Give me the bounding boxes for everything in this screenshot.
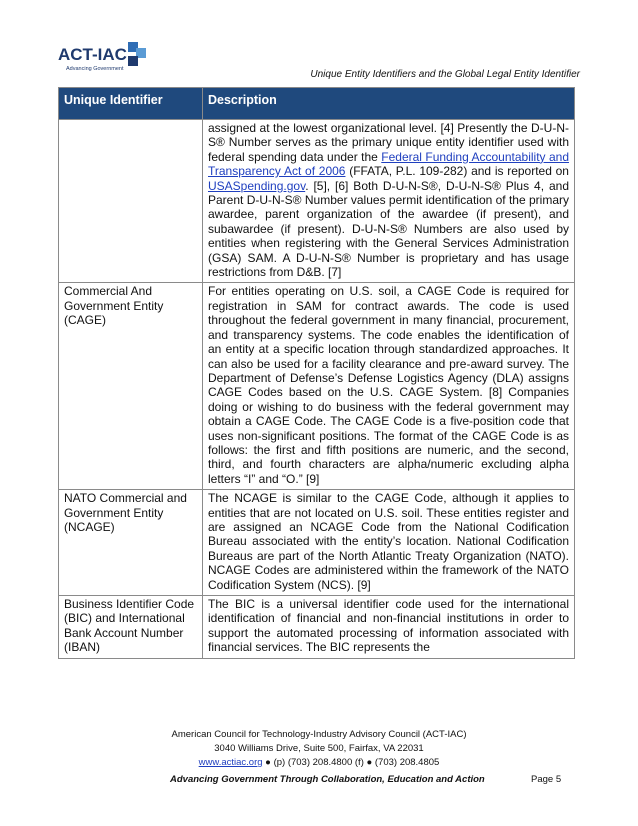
footer-org: American Council for Technology-Industry Advisory Council (ACT-IAC) [171, 729, 467, 740]
description-cell: The BIC is a universal identifier code used for the international identification of financial and non-financial institutions in order to support the automated processing of information associated with financial services. The BIC represents the [203, 596, 575, 659]
footer-address: 3040 Williams Drive, Suite 500, Fairfax, VA 22031 [214, 743, 424, 754]
desc-text: assigned at the lowest organizational level. [4] Presently the D-U-N-S® Number serves as the primary unique entity identifier used with federal spending data under the [208, 121, 569, 164]
logo-tagline: Advancing Government [66, 66, 124, 72]
description-cell [203, 120, 575, 283]
act-iac-logo [58, 38, 154, 78]
table-row-bic [59, 596, 575, 659]
footer-tagline: Advancing Government Through Collaboration, Education and Action [170, 774, 485, 785]
description-cell: For entities operating on U.S. soil, a CAGE Code is required for registration in SAM for contract awards. The code is used throughout the federal government in many financial, procurement, and transparency systems. The code enables the identification of an entity at a specific location through standardized approaches. It can also be used for a facility clearance and pre-award survey. The Department of Defense’s Defense Logistics Agency (DLA) assigns CAGE Codes based on the U.S. CAGE System. [8] Companies doing or wishing to do business with the federal government may obtain a CAGE Code. The CAGE Code is a five-position code that uses non-significant positions. The format of the CAGE Code is as follows: the first and fifth positions are numeric, and the second, third, and fourth characters are alpha/numeric excluding alpha letters “I” and “O.” [9] [203, 283, 575, 490]
identifier-cell: Business Identifier Code (BIC) and International Bank Account Number (IBAN) [59, 596, 203, 659]
table-header-row [59, 88, 575, 120]
table-row-duns [59, 120, 575, 283]
identifier-cell: NATO Commercial and Government Entity (NCAGE) [59, 490, 203, 596]
page-header-title: Unique Entity Identifiers and the Global Legal Entity Identifier [310, 69, 580, 80]
header-unique-identifier: Unique Identifier [59, 88, 203, 120]
table-row-ncage [59, 490, 575, 596]
usaspending-link[interactable]: USASpending.gov [208, 178, 306, 193]
header-description: Description [203, 88, 575, 120]
page-number: Page 5 [531, 774, 562, 785]
footer-contact: ● (p) (703) 208.4800 (f) ● (703) 208.4805 [262, 757, 440, 768]
description-cell: The NCAGE is similar to the CAGE Code, although it applies to entities that are not located on U.S. soil. These entities register and are assigned an NCAGE Code from the National Codification Bureau associated with the entity’s location. National Codification Bureaus are part of the North Atlantic Treaty Organization (NATO). NCAGE Codes are administered within the framework of the NATO Codification System (NCS). [9] [203, 490, 575, 596]
desc-text: (FFATA, P.L. 109-282) and is reported on [345, 164, 569, 179]
identifier-cell: Commercial And Government Entity (CAGE) [59, 283, 203, 490]
table-row-cage [59, 283, 575, 490]
identifier-cell [59, 120, 203, 283]
ffata-link[interactable]: Federal Funding Accountability and Transparency Act of 2006 [208, 149, 569, 179]
footer-contact-line [0, 757, 638, 768]
identifier-table [58, 87, 575, 659]
website-link[interactable]: www.actiac.org [198, 757, 263, 768]
logo-text: ACT-IAC [58, 45, 127, 64]
desc-text: . [5], [6] Both D-U-N-S®, D-U-N-S® Plus 4, and Parent D-U-N-S® Number values permit identification of the primary awardee, parent organization of the awardee (if present), and subawardee (if present). D-U-N-S® Numbers are also used by entities when registering with the General Services Administration (GSA) SAM. A D-U-N-S® Number is proprietary and has usage restrictions from D&B. [7] [208, 178, 569, 280]
